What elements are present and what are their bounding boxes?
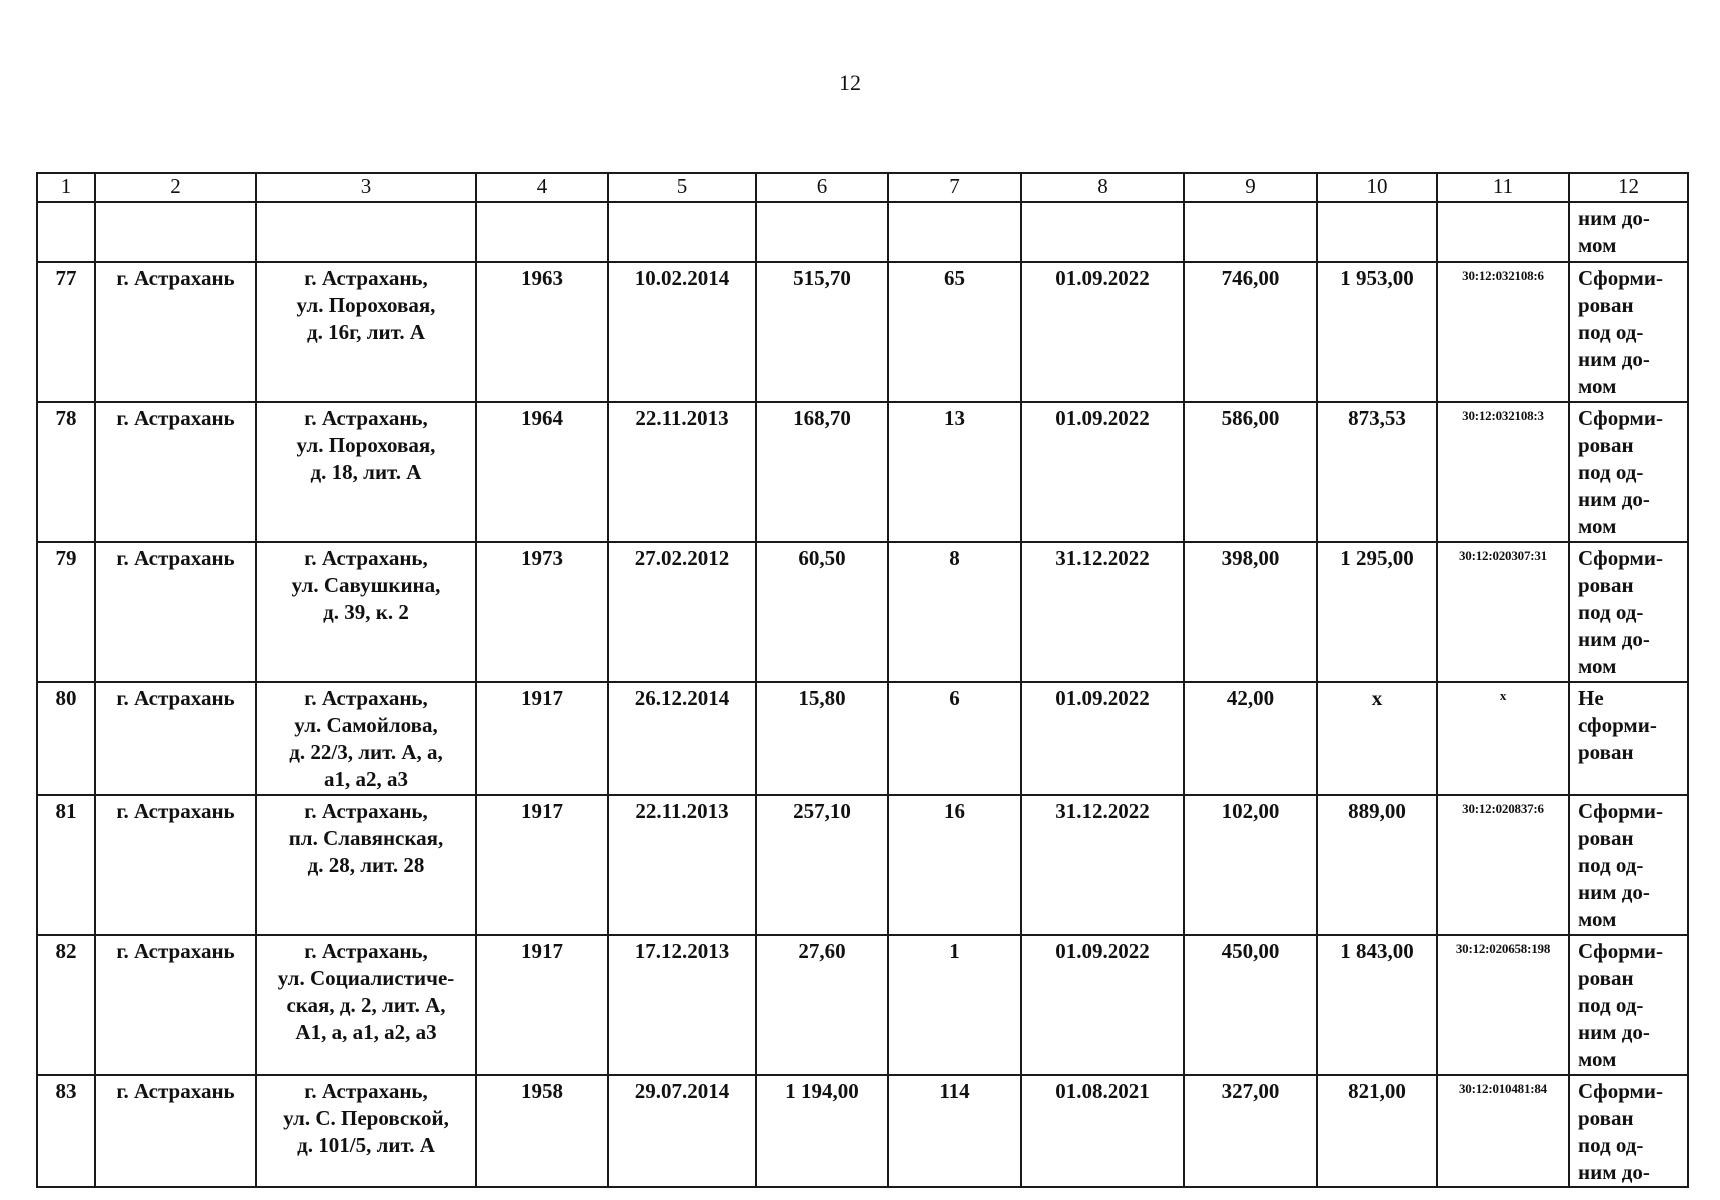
status-line: под од-	[1578, 853, 1644, 877]
status-line: мом	[1578, 654, 1617, 678]
status-cell	[1569, 795, 1688, 935]
residents-cell: 8	[888, 542, 1021, 682]
column-header: 8	[1021, 173, 1184, 202]
status-cell	[1569, 1075, 1688, 1187]
year-cell: 1917	[476, 795, 608, 935]
address-line: пл. Славянская,	[288, 826, 444, 850]
address-line: д. 16г, лит. А	[306, 320, 426, 344]
address-line: д. 22/3, лит. А, а,	[289, 740, 443, 764]
cadastral-number-cell: 30:12:020837:6	[1437, 795, 1569, 935]
cadastral-number-cell: 30:12:032108:3	[1437, 402, 1569, 542]
status-line: под од-	[1578, 600, 1644, 624]
row-number-cell: 83	[37, 1075, 95, 1187]
deadline-cell: 01.08.2021	[1021, 1075, 1184, 1187]
cost-cell: 873,53	[1317, 402, 1437, 542]
land-area-cell: 746,00	[1184, 262, 1317, 402]
column-header: 11	[1437, 173, 1569, 202]
city-cell: г. Астрахань	[95, 262, 256, 402]
row-number-cell: 79	[37, 542, 95, 682]
year-cell: 1963	[476, 262, 608, 402]
date-cell: 22.11.2013	[608, 795, 756, 935]
status-line: рован	[1578, 293, 1634, 317]
status-line: под од-	[1578, 993, 1644, 1017]
status-line: Сформи-	[1578, 266, 1663, 290]
address-cell	[256, 542, 476, 682]
address-line: ул. С. Перовской,	[283, 1106, 449, 1130]
address-cell	[256, 402, 476, 542]
area-cell: 257,10	[756, 795, 888, 935]
address-line: д. 28, лит. 28	[307, 853, 425, 877]
status-line: сформи-	[1578, 713, 1657, 737]
status-line: ним до-	[1578, 1160, 1650, 1184]
residents-cell: 1	[888, 935, 1021, 1075]
deadline-cell: 31.12.2022	[1021, 795, 1184, 935]
residents-cell: 13	[888, 402, 1021, 542]
status-line: рован	[1578, 740, 1634, 764]
address-line: ул. Социалистиче-	[277, 966, 455, 990]
address-line: ул. Самойлова,	[294, 713, 438, 737]
status-line: рован	[1578, 966, 1634, 990]
address-line: г. Астрахань,	[304, 799, 428, 823]
column-header: 7	[888, 173, 1021, 202]
cadastral-number-cell: х	[1437, 682, 1569, 795]
row-number-cell: 78	[37, 402, 95, 542]
status-cell	[1569, 402, 1688, 542]
row-number-cell: 82	[37, 935, 95, 1075]
area-cell: 1 194,00	[756, 1075, 888, 1187]
status-line: ним до-	[1578, 347, 1650, 371]
date-cell: 29.07.2014	[608, 1075, 756, 1187]
table-row	[37, 262, 1688, 402]
land-area-cell: 327,00	[1184, 1075, 1317, 1187]
date-cell: 27.02.2012	[608, 542, 756, 682]
status-line: рован	[1578, 826, 1634, 850]
status-cell	[1569, 202, 1688, 262]
cadastral-number-cell: 30:12:020658:198	[1437, 935, 1569, 1075]
address-line: г. Астрахань,	[304, 406, 428, 430]
address-line: ская, д. 2, лит. А,	[286, 993, 446, 1017]
address-line: а1, а2, а3	[324, 767, 408, 791]
cost-cell: 889,00	[1317, 795, 1437, 935]
status-line: Сформи-	[1578, 546, 1663, 570]
status-line: мом	[1578, 907, 1617, 931]
column-header: 6	[756, 173, 888, 202]
address-cell	[256, 1075, 476, 1187]
status-line: Не	[1578, 686, 1604, 710]
address-line: ул. Савушкина,	[291, 573, 441, 597]
address-line: д. 18, лит. А	[310, 460, 422, 484]
status-cell	[1569, 682, 1688, 795]
address-cell	[256, 262, 476, 402]
area-cell: 168,70	[756, 402, 888, 542]
status-line: Сформи-	[1578, 1079, 1663, 1103]
status-line: под од-	[1578, 320, 1644, 344]
city-cell: г. Астрахань	[95, 795, 256, 935]
address-line: г. Астрахань,	[304, 939, 428, 963]
address-cell	[256, 795, 476, 935]
residents-cell: 16	[888, 795, 1021, 935]
year-cell: 1917	[476, 935, 608, 1075]
land-area-cell: 102,00	[1184, 795, 1317, 935]
city-cell: г. Астрахань	[95, 542, 256, 682]
city-cell: г. Астрахань	[95, 402, 256, 542]
status-line: ним до-	[1578, 1020, 1650, 1044]
deadline-cell: 01.09.2022	[1021, 682, 1184, 795]
status-line: Сформи-	[1578, 406, 1663, 430]
status-line: ним до-	[1578, 487, 1650, 511]
date-cell: 26.12.2014	[608, 682, 756, 795]
status-cell	[1569, 935, 1688, 1075]
area-cell: 15,80	[756, 682, 888, 795]
cost-cell: 1 843,00	[1317, 935, 1437, 1075]
status-line: ним до-	[1578, 627, 1650, 651]
cadastral-number-cell: 30:12:032108:6	[1437, 262, 1569, 402]
land-area-cell: 450,00	[1184, 935, 1317, 1075]
area-cell: 60,50	[756, 542, 888, 682]
status-line: рован	[1578, 433, 1634, 457]
deadline-cell: 01.09.2022	[1021, 262, 1184, 402]
status-line: рован	[1578, 1106, 1634, 1130]
city-cell: г. Астрахань	[95, 1075, 256, 1187]
address-line: д. 39, к. 2	[323, 600, 409, 624]
status-cell	[1569, 262, 1688, 402]
cadastral-number-cell: 30:12:020307:31	[1437, 542, 1569, 682]
table-row	[37, 795, 1688, 935]
status-line: рован	[1578, 573, 1634, 597]
area-cell: 515,70	[756, 262, 888, 402]
table-row	[37, 935, 1688, 1075]
year-cell: 1958	[476, 1075, 608, 1187]
cost-cell: 1 953,00	[1317, 262, 1437, 402]
page-number: 12	[839, 70, 861, 95]
column-header: 12	[1569, 173, 1688, 202]
column-header: 2	[95, 173, 256, 202]
cost-cell: 1 295,00	[1317, 542, 1437, 682]
year-cell: 1973	[476, 542, 608, 682]
table-row	[37, 542, 1688, 682]
header-row	[37, 173, 1688, 202]
cost-cell: х	[1317, 682, 1437, 795]
status-line: Сформи-	[1578, 799, 1663, 823]
year-cell: 1964	[476, 402, 608, 542]
column-header: 5	[608, 173, 756, 202]
address-line: г. Астрахань,	[304, 546, 428, 570]
status-line: мом	[1578, 374, 1617, 398]
date-cell: 10.02.2014	[608, 262, 756, 402]
status-line: ним до-	[1578, 206, 1650, 230]
column-header: 4	[476, 173, 608, 202]
status-cell	[1569, 542, 1688, 682]
cadastral-number-cell: 30:12:010481:84	[1437, 1075, 1569, 1187]
address-cell	[256, 682, 476, 795]
row-number-cell: 81	[37, 795, 95, 935]
address-cell	[256, 935, 476, 1075]
status-line: под од-	[1578, 1133, 1644, 1157]
status-line: Сформи-	[1578, 939, 1663, 963]
column-header: 3	[256, 173, 476, 202]
row-number-cell: 77	[37, 262, 95, 402]
status-line: мом	[1578, 514, 1617, 538]
row-number-cell: 80	[37, 682, 95, 795]
status-line: мом	[1578, 1047, 1617, 1071]
address-line: А1, а, а1, а2, а3	[295, 1020, 437, 1044]
address-line: г. Астрахань,	[304, 266, 428, 290]
address-line: д. 101/5, лит. А	[297, 1133, 435, 1157]
residents-cell: 114	[888, 1075, 1021, 1187]
residents-cell: 65	[888, 262, 1021, 402]
deadline-cell: 31.12.2022	[1021, 542, 1184, 682]
date-cell: 22.11.2013	[608, 402, 756, 542]
status-line: мом	[1578, 233, 1617, 257]
address-line: ул. Пороховая,	[296, 433, 436, 457]
city-cell: г. Астрахань	[95, 682, 256, 795]
year-cell: 1917	[476, 682, 608, 795]
land-area-cell: 586,00	[1184, 402, 1317, 542]
residents-cell: 6	[888, 682, 1021, 795]
table-row	[37, 682, 1688, 795]
date-cell: 17.12.2013	[608, 935, 756, 1075]
status-line: под од-	[1578, 460, 1644, 484]
address-line: г. Астрахань,	[304, 1079, 428, 1103]
column-header: 1	[37, 173, 95, 202]
table-row-continuation	[37, 202, 1688, 262]
deadline-cell: 01.09.2022	[1021, 935, 1184, 1075]
area-cell: 27,60	[756, 935, 888, 1075]
address-line: г. Астрахань,	[304, 686, 428, 710]
land-area-cell: 398,00	[1184, 542, 1317, 682]
table-row	[37, 402, 1688, 542]
column-header: 9	[1184, 173, 1317, 202]
status-line: ним до-	[1578, 880, 1650, 904]
housing-registry-table	[36, 172, 1689, 1188]
table-row	[37, 1075, 1688, 1187]
land-area-cell: 42,00	[1184, 682, 1317, 795]
column-header: 10	[1317, 173, 1437, 202]
address-line: ул. Пороховая,	[296, 293, 436, 317]
deadline-cell: 01.09.2022	[1021, 402, 1184, 542]
city-cell: г. Астрахань	[95, 935, 256, 1075]
cost-cell: 821,00	[1317, 1075, 1437, 1187]
